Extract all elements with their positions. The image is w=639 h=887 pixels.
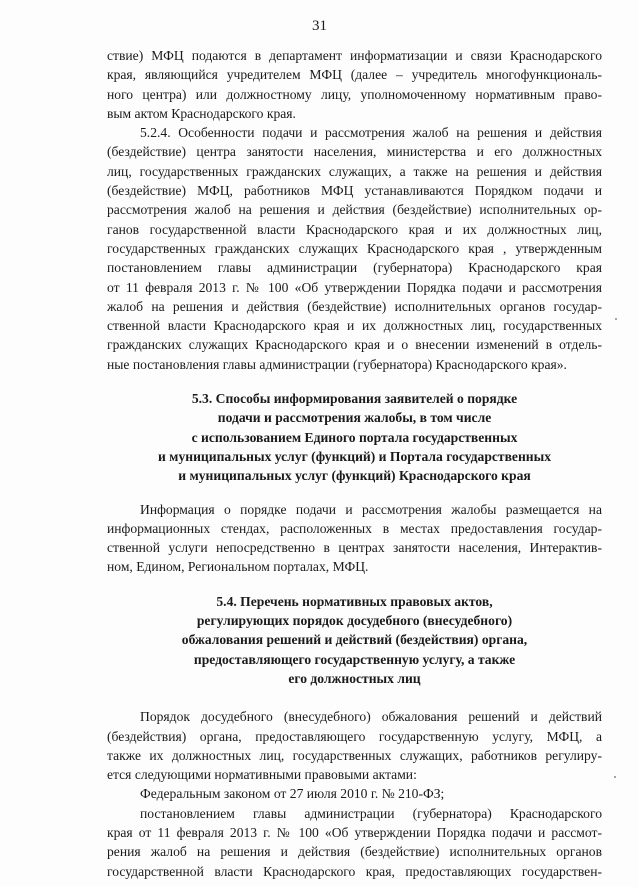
paragraph-procedure (107, 707, 602, 784)
text-line: Порядок досудебного (внесудебного) обжалования решений и действий (140, 709, 602, 725)
text-line: постановлением главы администрации (губернатора) Краснодарского (140, 805, 602, 821)
text-line: (бездействие) центра занятости населения, министерства и его должностных (107, 144, 602, 160)
text-line: ные постановления главы администрации (губернатора) Краснодарского края». (107, 356, 567, 372)
text-line: вым актом Краснодарского края. (107, 105, 296, 121)
text-line: (бездействие) МФЦ, работников МФЦ устанавливаются Порядком подачи и (107, 183, 602, 199)
document-body (107, 46, 602, 881)
heading-line: предоставляющего государственную услугу, а также (193, 651, 516, 667)
scan-speck (615, 318, 617, 320)
text-line: рения жалоб на решения и действия (бездействие) исполнительных органов (107, 844, 602, 860)
section-heading-5-3 (107, 389, 602, 485)
page-number: 31 (312, 18, 327, 34)
text-line: от 11 февраля 2013 г. № 100 «Об утверждении Порядка подачи и рассмотрения (107, 279, 602, 295)
text-line: ется следующими нормативными правовыми актами: (107, 767, 417, 783)
text-line: лиц, государственных гражданских служащих, а также на решения и действия (107, 163, 602, 179)
paragraph-information (107, 500, 602, 577)
text-line: ного центра) или должностному лицу, уполномоченному нормативным право- (107, 86, 602, 102)
paragraph-federal-law (107, 784, 602, 803)
heading-line: с использованием Единого портала государственных (191, 429, 518, 445)
paragraph-5-2-4 (107, 123, 602, 374)
text-line: жалоб на решения и действия (бездействие) исполнительных органов государ- (107, 298, 602, 314)
text-line: рассмотрения жалоб на решения и действия (бездействие) исполнительных ор- (107, 202, 602, 218)
text-line: государственной власти Краснодарского края, предоставляющих государствен- (107, 863, 602, 879)
heading-line: 5.3. Способы информирования заявителей о порядке (191, 391, 518, 407)
text-line: края от 11 февраля 2013 г. № 100 «Об утверждении Порядка подачи и рассмот- (107, 824, 602, 840)
heading-line: и муниципальных услуг (функций) Краснодарского края (178, 468, 531, 484)
text-line: ствие) МФЦ подаются в департамент информатизации и связи Краснодарского (107, 48, 602, 63)
heading-line: 5.4. Перечень нормативных правовых актов, (216, 593, 493, 609)
paragraph-resolution (107, 804, 602, 881)
scan-speck (614, 776, 616, 778)
heading-line: и муниципальных услуг (функций) и Портала государственных (157, 448, 552, 464)
text-line: гражданских служащих Краснодарского края и о внесении изменений в отдель- (107, 337, 602, 353)
text-line: постановлением главы администрации (губернатора) Краснодарского края (107, 260, 602, 276)
text-line: Федеральным законом от 27 июля 2010 г. № 210-ФЗ; (140, 786, 445, 802)
heading-line: обжалования решений и действий (бездействия) органа, (181, 632, 528, 648)
text-line: также их должностных лиц, государственных служащих, работников регулиру- (107, 747, 602, 763)
heading-line: регулирующих порядок досудебного (внесудебного) (196, 613, 513, 629)
text-line: (бездействия) органа, предоставляющего государственную услугу, МФЦ, а (107, 728, 602, 744)
text-line: ственной власти Краснодарского края и их должностных лиц, государственных (107, 318, 602, 334)
paragraph-continuation (107, 46, 602, 123)
heading-line: подачи и рассмотрения жалобы, в том числе (217, 410, 492, 426)
text-line: ганов государственной власти Краснодарского края и их должностных лиц, (107, 221, 602, 237)
text-line: края, являющийся учредителем МФЦ (далее – учредитель многофункциональ- (107, 67, 602, 83)
text-line: 5.2.4. Особенности подачи и рассмотрения жалоб на решения и действия (140, 125, 602, 141)
text-line: информационных стендах, расположенных в местах предоставления государ- (107, 520, 602, 536)
text-line: Информация о порядке подачи и рассмотрения жалобы размещается на (140, 501, 602, 517)
section-heading-5-4 (107, 592, 602, 688)
text-line: ственной услуги непосредственно в центрах занятости населения, Интерактив- (107, 540, 602, 556)
text-line: ном, Едином, Региональном порталах, МФЦ. (107, 559, 369, 575)
heading-line: его должностных лиц (288, 670, 421, 686)
text-line: государственных гражданских служащих Краснодарского края , утвержденным (107, 240, 602, 256)
